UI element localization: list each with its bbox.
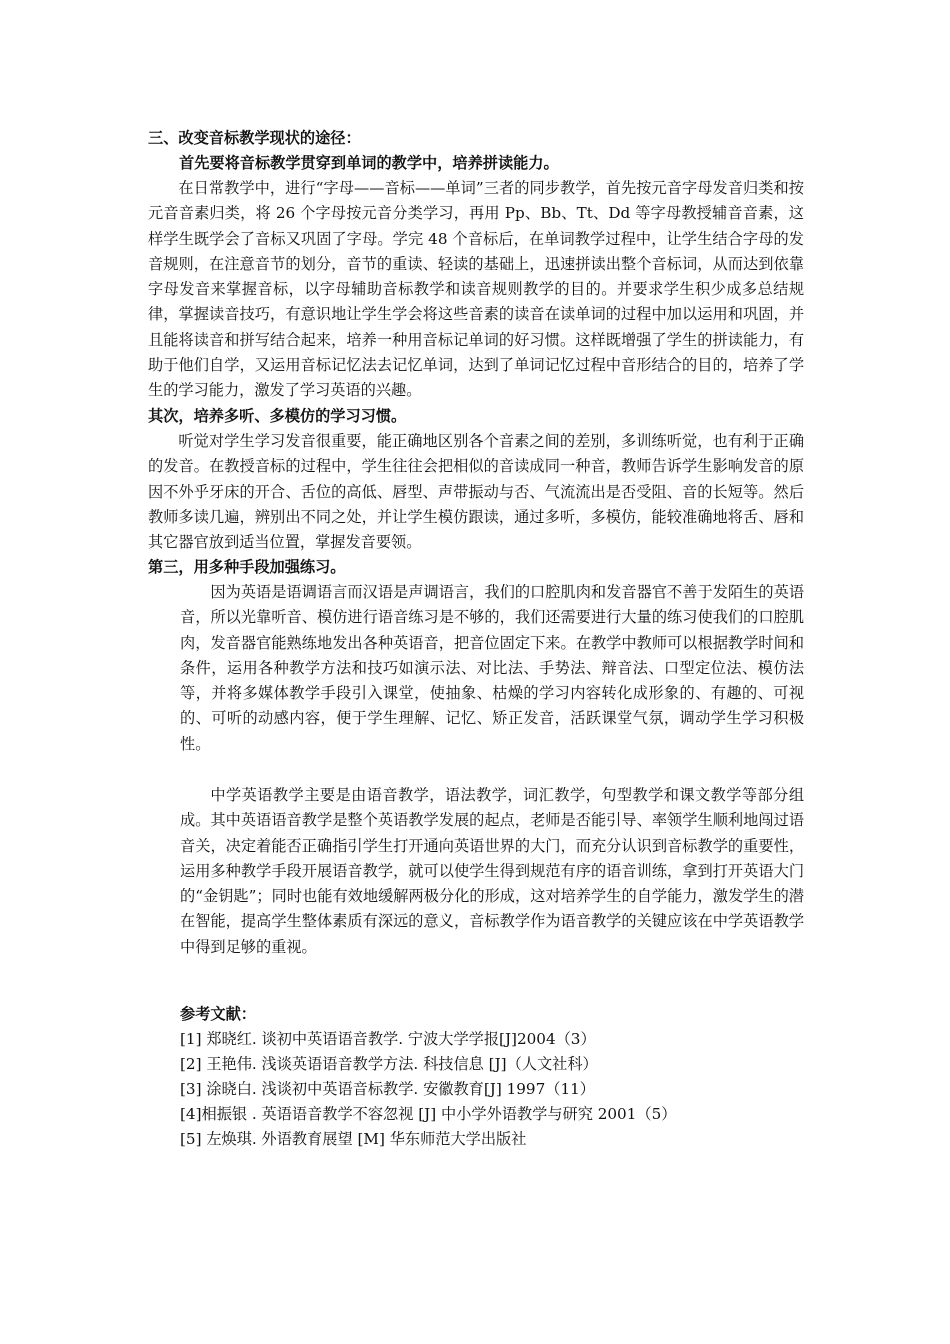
point2-heading: 其次，培养多听、多模仿的学习习惯。 xyxy=(148,407,407,425)
reference-item: [2] 王艳伟. 浅谈英语语音教学方法. 科技信息 [J]（人文社科） xyxy=(180,1055,598,1073)
reference-item: [1] 郑晓红. 谈初中英语语音教学. 宁波大学学报[J]2004（3） xyxy=(180,1030,596,1048)
point1-heading: 首先要将音标教学贯穿到单词的教学中，培养拼读能力。 xyxy=(179,154,559,172)
section-title: 三、改变音标教学现状的途径： xyxy=(148,129,361,147)
point1-body: 在日常教学中，进行“字母——音标——单词”三者的同步教学，首先按元音字母发音归类和按元音音素归类，将 26 个字母按元音分类学习，再用 Pp、Bb、Tt、Dd 等字母教授辅音音素，这样学生既学会了音标又巩固了字母。学完 48 个音标后，在单词教学过程中，让学生结合字母的发音规则，在注意音节的划分，音节的重读、轻读的基础上，迅速拼读出整个音标词，从而达到依靠字母发音来掌握音标，以字母辅助音标教学和读音规则教学的目的。并要求学生积少成多总结规律，掌握读音技巧，有意识地让学生学会将这些音素的读音在读单词的过程中加以运用和巩固，并且能将读音和拼写结合起来，培养一种用音标记单词的好习惯。这样既增强了学生的拼读能力，有助于他们自学，又运用音标记忆法去记忆单词，达到了单词记忆过程中音形结合的目的，培养了学生的学习能力，激发了学习英语的兴趣。 xyxy=(148,179,804,400)
point3-body: 因为英语是语调语言而汉语是声调语言，我们的口腔肌肉和发音器官不善于发陌生的英语音，所以光靠听音、模仿进行语音练习是不够的，我们还需要进行大量的练习使我们的口腔肌肉，发音器官能熟练地发出各种英语音，把音位固定下来。在教学中教师可以根据教学时间和条件，运用各种教学方法和技巧如演示法、对比法、手势法、辩音法、口型定位法、模仿法等，并将多媒体教学手段引入课堂，使抽象、枯燥的学习内容转化成形象的、有趣的、可视的、可听的动感内容，便于学生理解、记忆、矫正发音，活跃课堂气氛，调动学生学习积极性。 xyxy=(180,583,804,753)
point2-body: 听觉对学生学习发音很重要，能正确地区别各个音素之间的差别，多训练听觉，也有利于正确的发音。在教授音标的过程中，学生往往会把相似的音读成同一种音，教师告诉学生影响发音的原因不外乎牙床的开合、舌位的高低、唇型、声带振动与否、气流流出是否受阻、音的长短等。然后教师多读几遍，辨别出不同之处，并让学生模仿跟读，通过多听，多模仿，能较准确地将舌、唇和其它器官放到适当位置，掌握发音要领。 xyxy=(148,432,804,552)
reference-item: [4]相振银 . 英语语音教学不容忽视 [J] 中小学外语教学与研究 2001（5） xyxy=(180,1105,677,1123)
reference-item: [3] 涂晓白. 浅谈初中英语音标教学. 安徽教育[J] 1997（11） xyxy=(180,1080,595,1098)
conclusion-paragraph: 中学英语教学主要是由语音教学，语法教学，词汇教学，句型教学和课文教学等部分组成。其中英语语音教学是整个英语教学发展的起点，老师是否能引导、率领学生顺利地闯过语音关，决定着能否正确指引学生打开通向英语世界的大门，而充分认识到音标教学的重要性，运用多种教学手段开展语音教学，就可以使学生得到规范有序的语音训练，拿到打开英语大门的“金钥匙”；同时也能有效地缓解两极分化的形成，这对培养学生的自学能力，激发学生的潜在智能，提高学生整体素质有深远的意义，音标教学作为语音教学的关键应该在中学英语教学中得到足够的重视。 xyxy=(180,786,804,956)
reference-item: [5] 左焕琪. 外语教育展望 [M] 华东师范大学出版社 xyxy=(180,1130,527,1148)
references-title: 参考文献： xyxy=(180,1005,256,1023)
point3-heading: 第三，用多种手段加强练习。 xyxy=(148,558,346,576)
